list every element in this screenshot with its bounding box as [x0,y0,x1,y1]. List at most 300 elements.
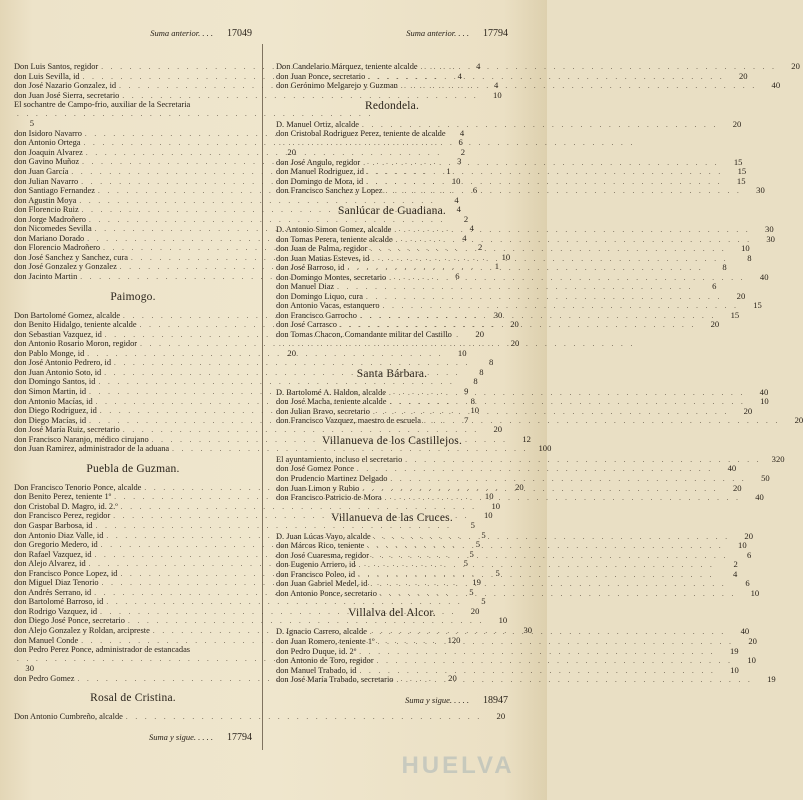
contribution-amount: 30 [493,309,503,320]
right-group-3 [276,224,775,359]
contributor-name: don Miguel Diaz Tenorio [14,578,99,588]
contributor-name: don Manuel Rodriguez, id [276,167,364,177]
contributor-name: don Márcos Rico, teniente [276,541,365,551]
contribution-amount: 100 [538,443,552,454]
contribution-amount: 30 [765,224,774,235]
contribution-amount: 20 [736,290,746,301]
contribution-amount: 19 [767,674,776,685]
contributor-row [276,70,748,82]
contribution-amount: 10 [493,89,502,100]
contribution-amount: 4 [457,70,462,81]
contributor-row [14,376,478,387]
contribution-amount: 20 [475,328,485,339]
contributor-name: don Rafael Vazquez, id [14,549,92,559]
contributor-row [276,529,753,542]
contributor-name: don Cristobal Rodriguez Perez, teniente de alcalde [276,129,446,139]
contributor-name: don Domingo de Mora, id [276,176,364,186]
section-heading-sanlucar-de-guadiana: Sanlúcar de Guadiana. [338,205,446,218]
leader-dots [372,251,728,265]
contributor-row [14,100,252,129]
contributor-row [276,405,753,417]
leader-dots [424,414,780,427]
right-running-total [276,28,508,42]
left-running-total [14,28,252,42]
contribution-amount: 6 [745,578,750,589]
leader-dots [396,232,752,246]
contributor-row [276,415,803,426]
contributor-name: don Andrés Serrano, id [14,587,92,597]
contributor-row [276,232,775,245]
leader-dots [337,283,693,293]
contribution-amount: 15 [733,156,743,167]
contributor-row [276,309,740,321]
contributor-name: don José Cuaresma, regidor [276,550,370,560]
contributor-name: don Juan Antonio Soto, id [14,367,102,377]
contributor-row [276,281,717,292]
contribution-amount: 10 [483,510,493,521]
contributor-row [276,463,737,474]
contributor-row [276,472,770,484]
contributor-name: don Agustin Moya [14,195,77,205]
contribution-amount: 19 [729,645,739,656]
contributor-name: don Florencio Madroñero [14,243,101,253]
contributor-row [276,567,738,580]
contribution-amount: 4 [454,194,459,205]
contributor-name: don José Barroso, id [276,263,345,273]
contributor-name: D. Antonio Simon Gomez, alcalde [276,225,392,235]
contributor-name: don Domingo Santos, id [14,377,96,387]
contribution-amount: 30 [25,663,34,674]
contribution-amount: 20 [470,605,480,616]
contributor-name: don Antonio Ponce, secretario [276,588,377,598]
leader-dots [279,340,635,350]
contribution-amount: 8 [473,376,478,387]
leader-dots [367,539,723,552]
contributor-row [276,330,508,359]
contribution-amount: 15 [730,309,740,320]
contribution-amount: 8 [488,357,494,368]
section-heading-villanueva-de-los-castillejos: Villanueva de los Castillejos. [321,434,463,447]
section-heading-santa-barbara: Santa Bárbara. [356,367,428,380]
contribution-amount: 40 [727,463,737,474]
contribution-amount: 15 [736,175,746,186]
contributor-name: Don Luis Santos, regidor [14,62,99,71]
contributor-name: don Alejo Gonzalez y Roldan, arcipreste [14,625,150,635]
contributor-name: don Francisco Vazquez, maestro de escuela [276,416,421,426]
contributor-name: don Juan Romero, teniente 1º [276,636,375,646]
contribution-amount: 20 [744,530,753,541]
leader-dots [394,223,750,236]
contributor-row [14,137,463,148]
contributor-name: don Prudencio Martinez Delgado [276,473,388,483]
left-group-4 [14,711,506,722]
contributor-row [276,156,743,168]
contributor-name: Don Antonio Cumbreño, alcalde [14,712,123,722]
leader-dots [279,139,635,149]
contributor-name: don Julian Navarro [14,176,79,186]
contribution-amount: 40 [740,626,750,637]
right-group-5 [276,453,785,503]
leader-dots [389,271,745,284]
contributor-row [276,655,756,666]
contributor-row [276,175,746,187]
contribution-amount: 5 [481,596,486,607]
leader-dots [360,309,716,322]
contributor-name: don Francisco Poleo, id [276,569,356,579]
contributor-name: don Jacinto Martin [14,272,78,282]
section-heading-redondela: Redondela. [364,99,420,112]
leader-dots [373,405,729,418]
leader-dots [380,586,736,600]
contribution-amount: 20 [515,481,524,492]
leader-dots [359,558,715,571]
leader-dots [370,577,726,590]
contribution-amount: 2 [478,242,483,253]
right-footer-value: 18947 [483,694,508,706]
contribution-amount: 4 [733,568,738,579]
contributor-row [276,129,508,158]
contribution-amount: 6 [472,185,478,196]
contributor-name: Don Candelario Márquez, teniente alcalde [276,62,418,71]
contributor-name: don Antonio Ortega [14,138,81,148]
contributor-name: don Joaquin Alvarez [14,147,83,157]
contributor-row [276,118,742,130]
contribution-amount: 10 [457,347,467,358]
contributor-name: don Francisco Ponce Lopez, id [14,568,118,578]
leader-dots [362,481,718,495]
contributor-name: don Francisco Sanchez y Lopez [276,186,383,196]
leader-dots [366,293,722,303]
contributor-name: don Antonio de Toro, regidor [276,656,374,666]
contributor-name: don Benito Hidalgo, teniente alcalde [14,320,137,330]
contributor-name: don Pedro Duque, id. 2º [276,646,357,656]
contributor-name: don Francisco Naranjo, médico cirujano [14,434,149,444]
right-group-1 [276,61,800,91]
contributor-name: don Juan José Sierra, secretario [14,90,120,100]
contributor-name: don Gregorio Medero, id [14,540,98,550]
contributor-row [14,357,494,368]
contribution-amount: 20 [448,672,457,683]
contributor-name: don Cristobal D. Magro, id. 2.º [14,501,118,511]
leader-dots [390,475,746,485]
section-heading-paimogo: Paimogo. [110,290,156,303]
leader-dots [347,261,703,274]
contribution-amount: 10 [470,405,480,416]
contributor-row [276,185,765,196]
contributor-name: don José Sanchez y Sanchez, cura [14,252,128,262]
contribution-amount: 15 [737,166,747,177]
contribution-amount: 7 [464,414,469,425]
contribution-amount: 20 [287,348,296,359]
contributor-name: don Antonio Macías, id [14,396,93,406]
contributor-row [276,319,720,330]
contributor-name: don Eugenio Arriero, id [276,560,356,570]
contributor-name: don Diego Rodriguez, id [14,406,97,416]
section-heading-puebla-de-guzman: Puebla de Guzman. [86,462,180,475]
leader-dots [378,634,734,648]
contributor-name: don Diego José Ponce, secretario [14,616,125,626]
contributor-name: don Sebastian Vazquez, id [14,329,102,339]
contribution-amount: 20 [710,319,720,330]
contribution-amount: 40 [759,386,769,397]
contributor-name: don José Angulo, regidor [276,157,361,167]
contribution-amount: 2 [463,213,469,224]
contributor-name: D. Bartolomé A. Haldon, alcalde [276,387,387,397]
left-header-label: Suma anterior. . . . [150,28,213,38]
contribution-amount: 4 [462,232,467,243]
contributor-row [276,664,739,676]
contribution-amount: 4 [476,61,481,71]
contributor-row [276,540,747,551]
contributor-name: don Juan Limon y Rubio [276,483,360,493]
contributor-name: don Nicomedes Sevilla [14,224,92,234]
contributor-name: don Manuel Conde [14,635,79,645]
contribution-amount: 5 [475,539,480,550]
contribution-amount: 20 [510,338,520,349]
contribution-amount: 40 [755,492,764,503]
contribution-amount: 10 [760,396,769,407]
leader-dots [370,624,726,638]
contribution-amount: 50 [761,472,770,483]
contributor-name: don Antonio Vacas, estanquero [276,301,380,311]
contribution-amount: 30 [523,624,533,635]
right-header-label: Suma anterior. . . . [406,28,469,38]
contribution-amount: 6 [747,549,752,560]
contribution-amount: 120 [447,634,461,645]
contributor-name: D. Juan Lúcas Vayo, alcalde [276,531,371,541]
leader-dots [383,302,739,312]
archive-watermark: HUELVA [401,752,515,779]
contributor-row [14,424,503,435]
left-footer-value: 17794 [227,731,252,743]
contribution-amount: 20 [493,424,503,435]
contribution-amount: 5 [29,118,34,129]
contributor-name: don Juan Ramirez, administrador de la aduana [14,444,170,454]
contributor-name: don Gaspar Barbosa, id [14,520,93,530]
contribution-amount: 20 [738,70,748,81]
contributor-name: don Santiago Fernandez [14,186,95,196]
contribution-amount: 2 [733,559,738,570]
contribution-amount: 10 [750,587,760,598]
contributor-row [14,338,520,349]
contributor-row [276,645,739,657]
contributor-row [276,586,760,599]
contributor-row [14,89,502,101]
leader-dots [360,667,716,677]
leader-dots [126,713,482,723]
contributor-name: don Jorge Madroñero [14,214,86,224]
contribution-amount: 20 [748,635,757,646]
contributor-name: El ayuntamiento, incluso el secretario [276,454,403,464]
contributor-row [14,596,486,607]
contribution-amount: 10 [498,615,508,626]
contributor-row [276,482,742,494]
contribution-amount: 10 [741,243,750,254]
contribution-amount: 20 [287,147,296,158]
contribution-amount: 5 [469,548,474,559]
left-footer-label: Suma y sigue. . . . . [149,731,213,742]
right-header-value: 17794 [483,28,508,39]
contributor-row [276,396,769,407]
contributor-row [276,271,769,283]
contributor-name: don Pedro Gomez [14,673,75,683]
leader-dots [386,187,742,197]
leader-dots [366,175,722,188]
contributor-name: don Antonio Rosario Moron, regidor [14,339,138,349]
contribution-amount: 6 [455,271,460,282]
contributor-name: don José Nazario Gonzalez, id [14,81,117,91]
contribution-amount: 4 [494,80,499,91]
contribution-amount: 30 [756,185,765,196]
contribution-amount: 10 [738,540,747,551]
contributor-name: don Juan Matias Esteves, id [276,253,370,263]
contributor-name: don Florencio Ruiz [14,205,79,215]
contributor-name: don Pablo Monge, id [14,348,85,358]
contributor-name: don Francisco Patricio de Mora [276,493,382,503]
contribution-amount: 4 [469,223,474,234]
contribution-amount: 5 [470,519,475,530]
leader-dots [401,82,757,92]
contributor-row [276,634,757,647]
leader-dots [363,156,719,169]
contribution-amount: 15 [753,300,762,311]
contributor-name: don Diego Macías, id [14,415,87,425]
contribution-amount: 20 [743,405,753,416]
contribution-amount: 20 [496,711,506,722]
contribution-amount: 8 [470,395,475,406]
contributor-row [276,578,750,589]
leader-dots [358,567,714,581]
contribution-amount: 6 [712,281,717,292]
contribution-amount: 10 [501,251,511,262]
contributor-name: D. Manuel Ortiz, alcalde [276,119,360,129]
contribution-amount: 20 [794,415,803,426]
contributor-name: don Bartolomé Barroso, id [14,597,104,607]
contribution-amount: 10 [747,655,756,666]
contribution-amount: 10 [491,500,501,511]
leader-dots [389,385,745,399]
contributor-row [276,672,776,685]
contributor-row [276,385,769,398]
contributor-row [276,80,781,91]
contributor-row [276,492,764,503]
section-heading-rosal-de-cristina: Rosal de Cristina. [90,692,176,705]
contributor-name: don Gavino Muñoz [14,157,80,167]
leader-dots [359,648,715,658]
leader-dots [421,63,777,73]
contributor-name: don Rodrigo Vazquez, id [14,606,98,616]
contributor-row [276,548,752,561]
contributor-row [276,224,774,235]
contributor-row [276,243,750,254]
section-heading-villanueva-de-las-cruces: Villanueva de las Cruces. [331,511,453,524]
contributor-row [14,711,506,722]
contributor-row [276,453,785,465]
contributor-name: don José Antonio Pedrero, id [14,358,112,368]
contribution-amount: 1 [446,166,451,177]
contributor-name: Don Bartolomé Gomez, alcalde [14,310,121,320]
contributor-name: don Juan de Palma, regidor [276,244,368,254]
contribution-amount: 12 [522,433,531,444]
contribution-amount: 4 [459,127,465,138]
contributor-name: Don Francisco Tenorio Ponce, alcalde [14,482,142,492]
leader-dots [374,529,730,543]
contribution-amount: 5 [495,567,500,578]
contribution-amount: 20 [510,319,519,330]
column-divider [262,44,263,750]
contribution-amount: 20 [791,61,800,71]
contributor-row [14,519,475,531]
contribution-amount: 8 [747,252,752,263]
contribution-amount: 40 [759,271,769,282]
contributor-name: don Isidoro Navarro [14,128,82,138]
contributor-row [276,262,727,273]
contribution-amount: 10 [484,491,494,502]
contributor-name: don Benito Perez, teniente 1º [14,492,112,502]
contribution-amount: 10 [451,175,461,186]
contribution-amount: 3 [457,156,462,167]
contributor-name: don Tomas Perera, teniente alcalde [276,234,393,244]
contribution-amount: 20 [732,118,742,129]
contributor-name: don Francisco Garrocho [276,310,357,320]
contributor-name: don Simon Martin, id [14,386,87,396]
contributor-row [14,645,252,674]
contributor-name: don José Gonzalez y Gonzalez [14,262,117,272]
right-carry-forward [276,695,508,706]
leader-dots [368,70,724,83]
contribution-amount: 20 [732,482,742,493]
contributor-name: don Gerónimo Melgarejo y Guzman [276,81,398,91]
contribution-amount: 6 [458,137,463,148]
contributor-row [276,290,746,302]
leader-dots [396,672,752,686]
contribution-amount: 1 [494,261,500,272]
leader-dots [367,168,723,178]
contributor-row [276,559,738,570]
contributor-name: don Francisco Perez, regidor [14,511,111,521]
contribution-amount: 30 [766,233,775,244]
contributor-name: don Luis Sevilla, id [14,71,80,81]
contributor-name: don José Carrasco [276,320,337,330]
contributor-name: don Tomas Chacon, Comandante militar del Castillo [276,330,452,340]
leader-dots [357,465,713,475]
contributor-name: don José Gomez Ponce [276,464,354,474]
contributor-row [14,615,508,626]
leader-dots [370,242,726,255]
contributor-row [276,251,752,264]
contributor-name: don Antonio Diaz Valle, id [14,530,104,540]
contribution-amount: 5 [469,586,474,597]
contributor-row [14,213,469,225]
contributor-name: D. Ignacio Carrero, alcalde [276,627,367,637]
contribution-amount: 19 [472,577,481,588]
left-header-value: 17049 [227,28,252,39]
section-heading-villalva-del-alcor: Villalva del Alcor. [348,607,436,620]
contribution-amount: 8 [722,262,727,273]
leader-dots [405,456,761,466]
leader-dots [377,657,733,667]
contributor-row [276,61,800,72]
contributor-row [14,443,552,454]
contribution-amount: 4 [456,204,461,215]
right-group-2 [276,118,765,196]
contributor-row [276,166,747,177]
contribution-amount: 320 [771,453,785,464]
contribution-amount: 40 [771,80,781,91]
contributor-name: don Juan Gabriel Medel, id [276,579,368,589]
right-footer-label: Suma y sigue. . . . . [405,694,469,705]
contributor-name: don Manuel Diaz [276,282,335,292]
